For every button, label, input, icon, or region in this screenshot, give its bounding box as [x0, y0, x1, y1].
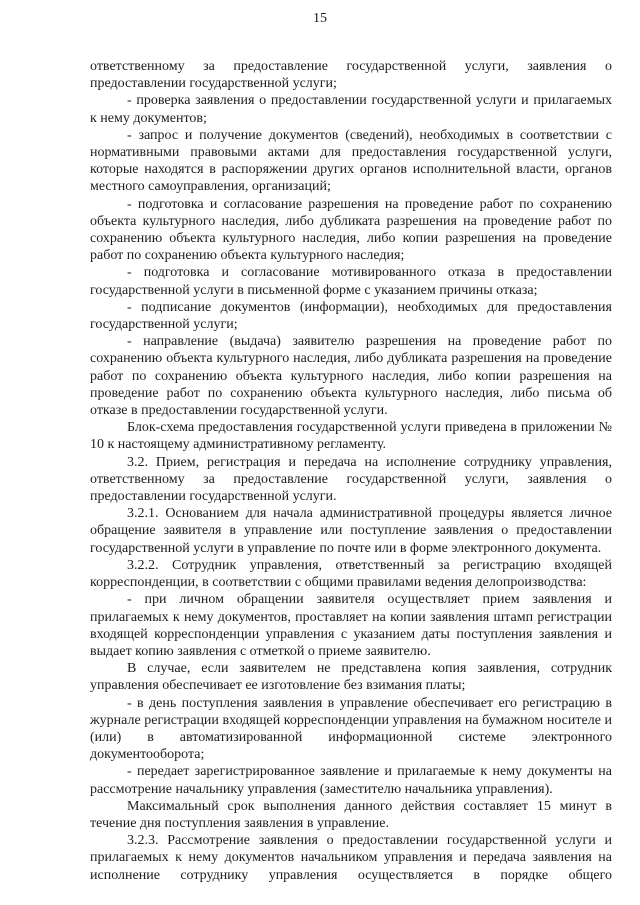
- paragraph-continuation: ответственному за предоставление государственной услуги, заявления о предоставлении государственной услуги;: [90, 59, 612, 92]
- list-item-registration: - в день поступления заявления в управление обеспечивает его регистрацию в журнале регистрации входящей корреспонденции управления на бумажном носителе и (или) в автоматизированной информационной системе электронного документооборота;: [90, 695, 612, 763]
- list-item-refusal-preparation: - подготовка и согласование мотивированного отказа в предоставлении государственной услуги в письменной форме с указанием причины отказа;: [90, 265, 612, 298]
- list-item-forwarding: - передает зарегистрированное заявление и прилагаемые к нему документы на рассмотрение начальнику управления (заместителю начальника управления).: [90, 764, 612, 797]
- paragraph-missing-copy: В случае, если заявителем не представлена копия заявления, сотрудник управления обеспечивает ее изготовление без взимания платы;: [90, 661, 612, 694]
- section-3-2-1: 3.2.1. Основанием для начала административной процедуры является личное обращение заявителя в управление или поступление заявления о предоставлении государственной услуги в управление по почте или в форме электронного документа.: [90, 506, 612, 556]
- list-item-document-request: - запрос и получение документов (сведений), необходимых в соответствии с нормативными правовыми актами для предоставления государственной услуги, которые находятся в распоряжении других органов исполнительной власти, органов местного самоуправления, организаций;: [90, 127, 612, 195]
- section-3-2-heading: 3.2. Прием, регистрация и передача на исполнение сотруднику управления, ответственному за предоставление государственной услуги, заявления о предоставлении государственной услуги.: [90, 454, 612, 505]
- section-3-2-3: 3.2.3. Рассмотрение заявления о предоставлении государственной услуги и прилагаемых к нему документов начальником управления и передача заявления на исполнение сотруднику управления осуществляется в порядке общего: [90, 833, 612, 883]
- list-item-personal-visit: - при личном обращении заявителя осуществляет прием заявления и прилагаемых к нему документов, проставляет на копии заявления штамп регистрации входящей корреспонденции управления с указанием даты поступления заявления и выдает копию заявления с отметкой о приеме заявителю.: [90, 592, 612, 659]
- list-item-permit-preparation: - подготовка и согласование разрешения на проведение работ по сохранению объекта культурного наследия, либо дубликата разрешения на проведение работ по сохранению объекта культурного наследия, либо копии разрешения на проведение работ по сохранению объекта культурного наследия;: [90, 196, 612, 264]
- list-item-application-check: - проверка заявления о предоставлении государственной услуги и прилагаемых к нему документов;: [90, 93, 612, 126]
- document-body: [90, 58, 612, 884]
- paragraph-max-duration: Максимальный срок выполнения данного действия составляет 15 минут в течение дня поступления заявления в управление.: [90, 798, 612, 831]
- paragraph-flowchart-reference: Блок-схема предоставления государственной услуги приведена в приложении № 10 к настоящему административному регламенту.: [90, 420, 612, 453]
- page-number: 15: [313, 11, 327, 26]
- list-item-permit-issuance: - направление (выдача) заявителю разрешения на проведение работ по сохранению объекта культурного наследия, либо дубликата разрешения на проведение работ по сохранению объекта культурного наследия, либо копии разрешения на проведение работ по сохранению объекта культурного наследия, либо письма об отказе в предоставлении государственной услуги.: [90, 334, 612, 419]
- section-3-2-2: 3.2.2. Сотрудник управления, ответственный за регистрацию входящей корреспонденции, в соответствии с общими правилами ведения делопроизводства:: [90, 557, 612, 591]
- list-item-document-signing: - подписание документов (информации), необходимых для предоставления государственной услуги;: [90, 299, 612, 333]
